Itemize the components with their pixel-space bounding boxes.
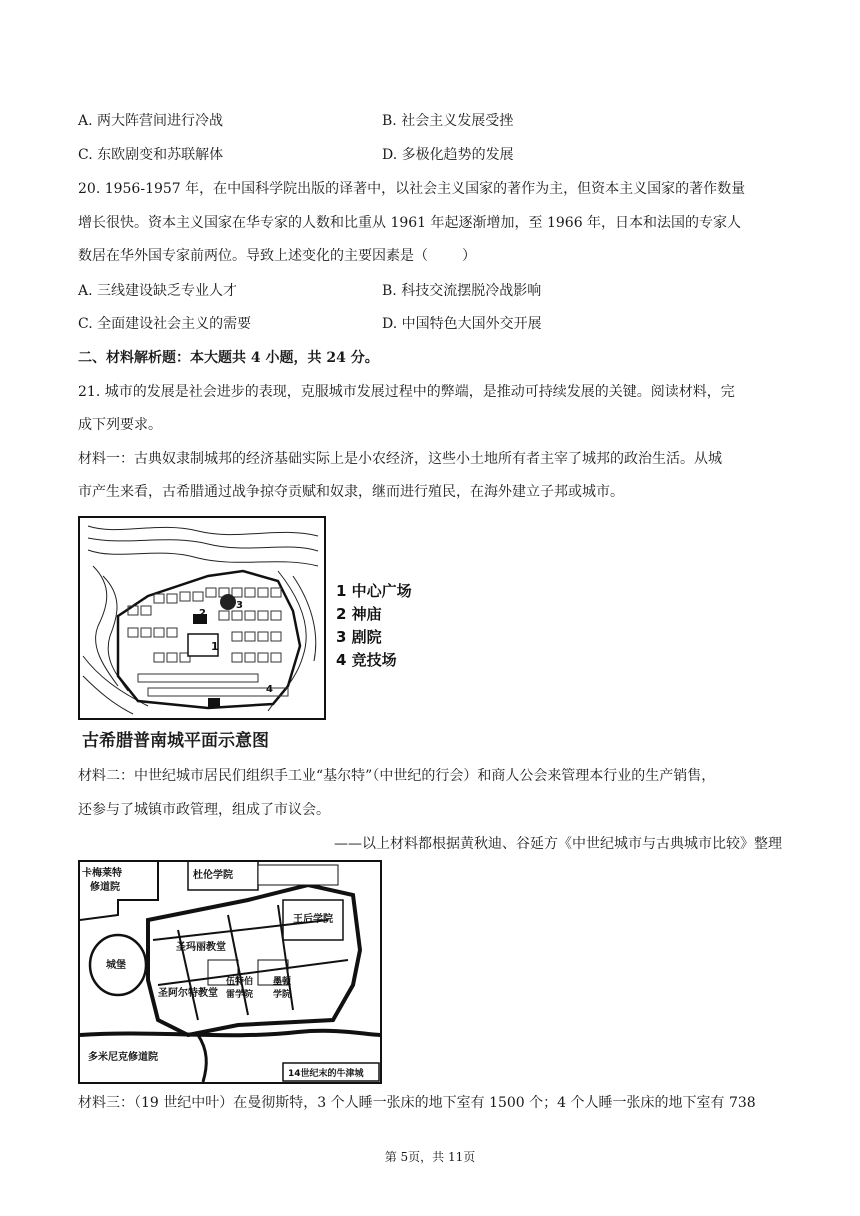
section-heading: 二、材料解析题：本大题共 4 小题，共 24 分。 xyxy=(78,350,379,366)
q20-stem-line-1: 20. 1956-1957 年，在中国科学院出版的译著中，以社会主义国家的著作为主，但资本主义国家的著作数量 xyxy=(78,181,746,197)
q19-option-d: D. 多极化趋势的发展 xyxy=(382,147,514,163)
map2-label-dominican: 多米尼克修道院 xyxy=(88,1052,158,1063)
q20-stem-line-2: 增长很快。资本主义国家在华专家的人数和比重从 1961 年起逐渐增加，至 1966 年，日本和法国的专家人 xyxy=(78,215,742,231)
greek-city-map xyxy=(78,516,423,756)
map2-label-queens: 王后学院 xyxy=(293,914,333,925)
oxford-map xyxy=(78,860,383,1085)
q20-stem-line-3 xyxy=(78,246,476,266)
oxford-map-drawing xyxy=(78,860,383,1085)
map2-caption: 14世纪末的牛津城 xyxy=(288,1069,364,1079)
q19-option-b: B. 社会主义发展受挫 xyxy=(382,113,514,129)
q19-option-c: C. 东欧剧变和苏联解体 xyxy=(78,147,224,163)
q21-stem-line-1: 21. 城市的发展是社会进步的表现，克服城市发展过程中的弊端，是推动可持续发展的关键。阅读材料，完 xyxy=(78,384,735,400)
map1-legend-4: 4 竞技场 xyxy=(336,651,397,669)
map2-label-merton-2: 学院 xyxy=(273,990,292,1000)
map2-label-merton-1: 墨顿 xyxy=(273,977,292,987)
material2-line-1: 材料二：中世纪城市居民们组织手工业“基尔特”（中世纪的行会）和商人公会来管理本行业的生产销售， xyxy=(78,768,716,784)
map1-legend-2: 2 神庙 xyxy=(336,605,382,623)
material1-line-2: 市产生来看，古希腊通过战争掠夺贡赋和奴隶，继而进行殖民，在海外建立子邦或城市。 xyxy=(78,484,624,500)
map1-marker-1: 1 xyxy=(211,640,219,653)
q21-stem-line-2: 成下列要求。 xyxy=(78,417,162,433)
map2-label-balliol-2: 雷学院 xyxy=(226,990,254,1000)
q20-option-a: A. 三线建设缺乏专业人才 xyxy=(78,283,238,299)
map1-marker-4: 4 xyxy=(266,684,273,695)
q20-stem-text: 数居在华外国专家前两位。导致上述变化的主要因素是（ xyxy=(78,248,428,264)
map2-label-gomez-1: 卡梅莱特 xyxy=(82,868,122,879)
material2-line-2: 还参与了城镇市政管理，组成了市议会。 xyxy=(78,802,330,818)
map2-label-balliol-1: 伍特伯 xyxy=(226,977,254,987)
material-source: ——以上材料都根据黄秋迪、谷延方《中世纪城市与古典城市比较》整理 xyxy=(334,836,782,852)
material3-line-1: 材料三：（19 世纪中叶）在曼彻斯特，3 个人睡一张床的地下室有 1500 个；4 个人睡一张床的地下室有 738 xyxy=(78,1095,756,1111)
q19-option-a: A. 两大阵营间进行冷战 xyxy=(78,113,224,129)
map2-label-st-peter: 圣阿尔特教堂 xyxy=(158,988,218,999)
map2-label-durham: 杜伦学院 xyxy=(193,870,233,881)
q20-close-paren: ） xyxy=(462,248,476,264)
q20-option-d: D. 中国特色大国外交开展 xyxy=(382,316,542,332)
map1-legend-3: 3 剧院 xyxy=(336,628,382,646)
greek-city-map-drawing xyxy=(78,516,423,721)
map1-marker-3: 3 xyxy=(236,600,243,611)
map1-caption: 古希腊普南城平面示意图 xyxy=(82,731,269,751)
map2-label-castle: 城堡 xyxy=(106,960,126,971)
q20-option-c: C. 全面建设社会主义的需要 xyxy=(78,316,252,332)
q20-option-b: B. 科技交流摆脱冷战影响 xyxy=(382,283,542,299)
map2-label-gomez-2: 修道院 xyxy=(90,882,120,893)
map1-legend-1: 1 中心广场 xyxy=(336,582,412,600)
page-footer: 第 5页，共 11页 xyxy=(384,1150,476,1164)
material1-line-1: 材料一：古典奴隶制城邦的经济基础实际上是小农经济，这些小土地所有者主宰了城邦的政治生活。从城 xyxy=(78,451,722,467)
map1-marker-2: 2 xyxy=(199,608,206,619)
map2-label-st-mary: 圣玛丽教堂 xyxy=(176,942,226,953)
